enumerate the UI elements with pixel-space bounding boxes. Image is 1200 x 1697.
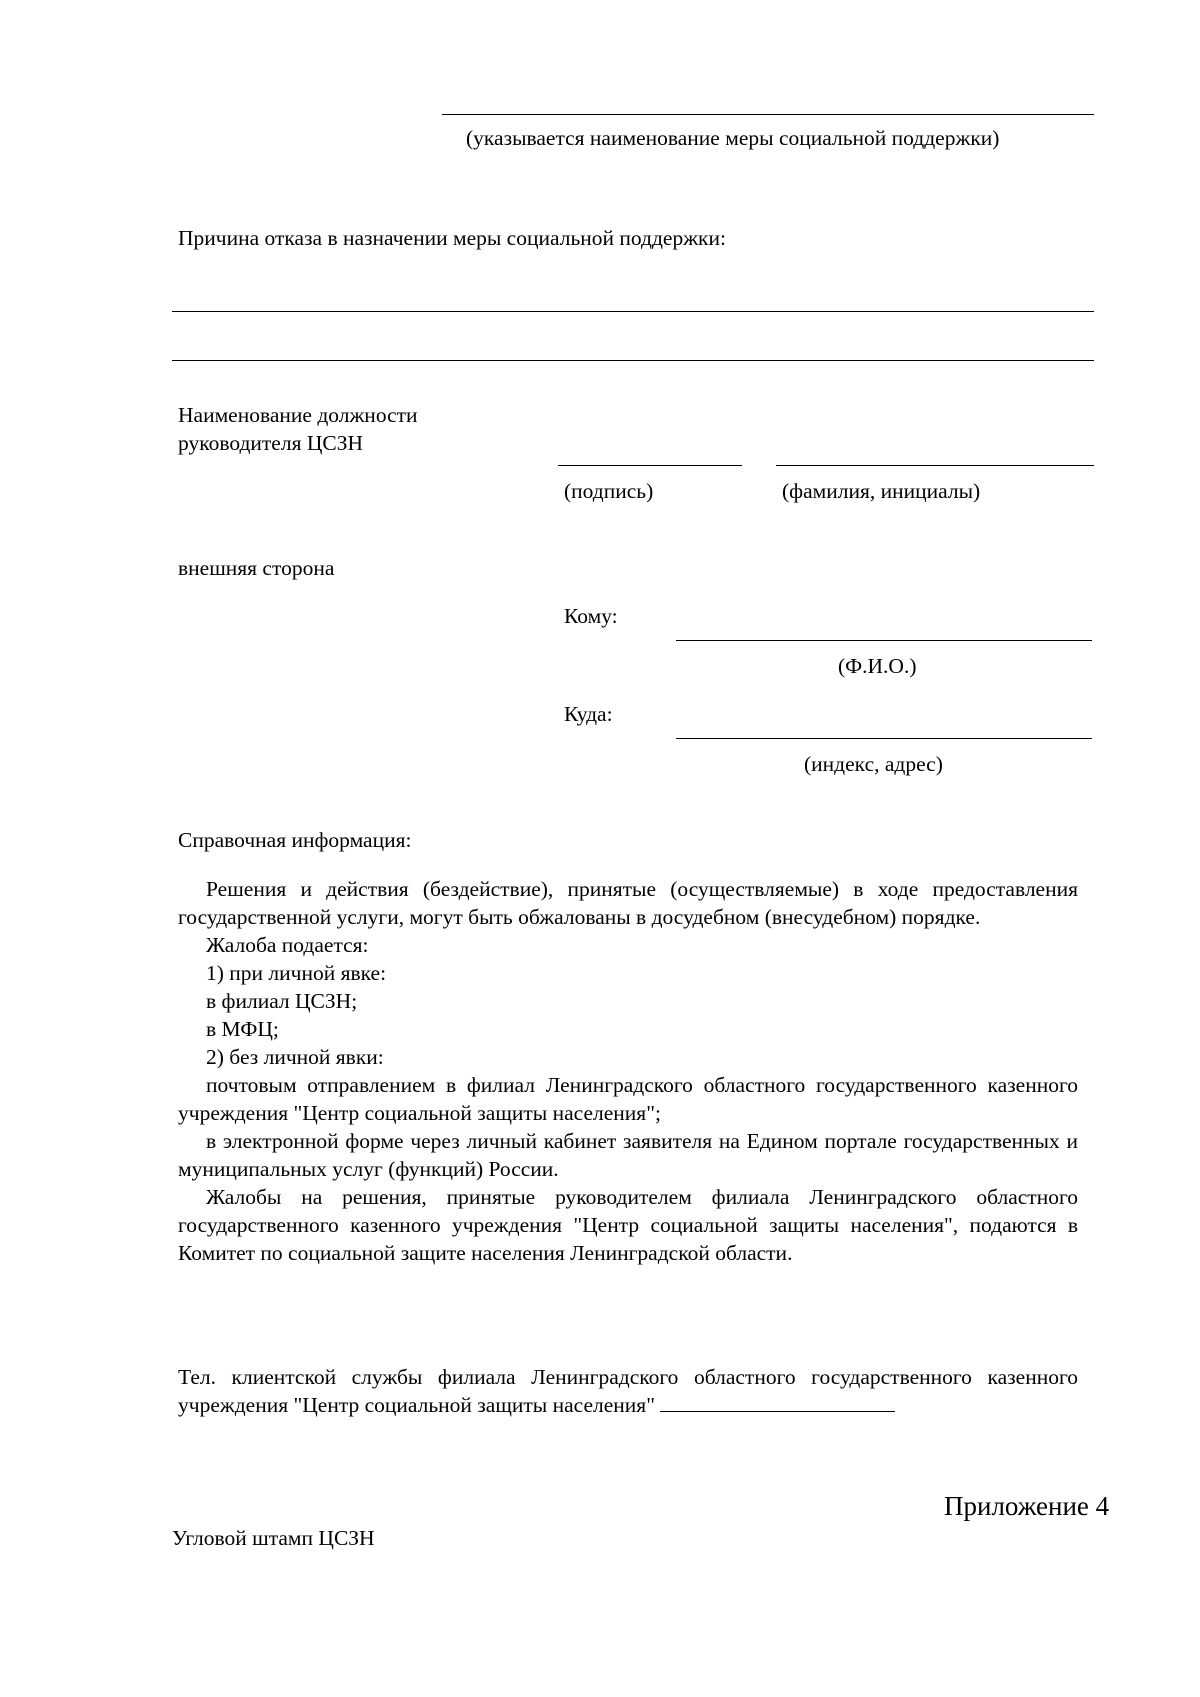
- reference-paragraph: 2) без личной явки:: [206, 1045, 384, 1069]
- phone-text: Тел. клиентской службы филиала Ленинградского областного государственного казенного учреждения "Центр социальной защиты населения": [178, 1365, 1078, 1417]
- corner-stamp-label: Угловой штамп ЦСЗН: [172, 1526, 375, 1550]
- refusal-reason-label: Причина отказа в назначении меры социальной поддержки:: [178, 226, 726, 250]
- reference-paragraph: Решения и действия (бездействие), принятые (осуществляемые) в ходе предоставления государственной услуги, могут быть обжалованы в досудебном (внесудебном) порядке.: [178, 877, 1078, 929]
- head-position-label: [178, 401, 418, 457]
- measure-name-caption: (указывается наименование меры социальной поддержки): [466, 126, 1000, 150]
- to-label: Кому:: [564, 604, 618, 628]
- reference-title: Справочная информация:: [178, 828, 412, 852]
- head-position-label-line1: Наименование должности: [178, 403, 418, 427]
- measure-name-line: [442, 114, 1094, 115]
- signature-line[interactable]: [558, 465, 742, 466]
- phone-block: [178, 1363, 1078, 1419]
- recipient-address-caption: (индекс, адрес): [804, 752, 943, 776]
- recipient-name-caption: (Ф.И.О.): [838, 654, 917, 678]
- reference-body: [178, 875, 1078, 1267]
- where-label: Куда:: [564, 702, 613, 726]
- signature-caption: (подпись): [564, 479, 654, 503]
- reference-paragraph: Жалоба подается:: [206, 933, 369, 957]
- refusal-reason-line-2[interactable]: [172, 360, 1094, 361]
- reference-paragraph: в МФЦ;: [206, 1017, 279, 1041]
- reference-paragraph: почтовым отправлением в филиал Ленинградского областного государственного казенного учреждения "Центр социальной защиты населения";: [178, 1073, 1078, 1125]
- reference-paragraph: Жалобы на решения, принятые руководителем филиала Ленинградского областного государственного казенного учреждения "Центр социальной защиты населения", подаются в Комитет по социальной защите населения Ленинградской области.: [178, 1185, 1078, 1265]
- reference-paragraph: в электронной форме через личный кабинет заявителя на Едином портале государственных и муниципальных услуг (функций) России.: [178, 1129, 1078, 1181]
- reference-paragraph: 1) при личной явке:: [206, 961, 387, 985]
- name-initials-line[interactable]: [776, 465, 1094, 466]
- phone-number-blank[interactable]: [660, 1391, 895, 1412]
- reference-paragraph: в филиал ЦСЗН;: [206, 989, 358, 1013]
- name-initials-caption: (фамилия, инициалы): [782, 479, 981, 503]
- appendix-title: Приложение 4: [944, 1491, 1110, 1521]
- outer-side-label: внешняя сторона: [178, 556, 335, 580]
- recipient-name-line[interactable]: [676, 640, 1092, 641]
- recipient-address-line[interactable]: [676, 738, 1092, 739]
- refusal-reason-line-1[interactable]: [172, 311, 1094, 312]
- head-position-label-line2: руководителя ЦСЗН: [178, 431, 363, 455]
